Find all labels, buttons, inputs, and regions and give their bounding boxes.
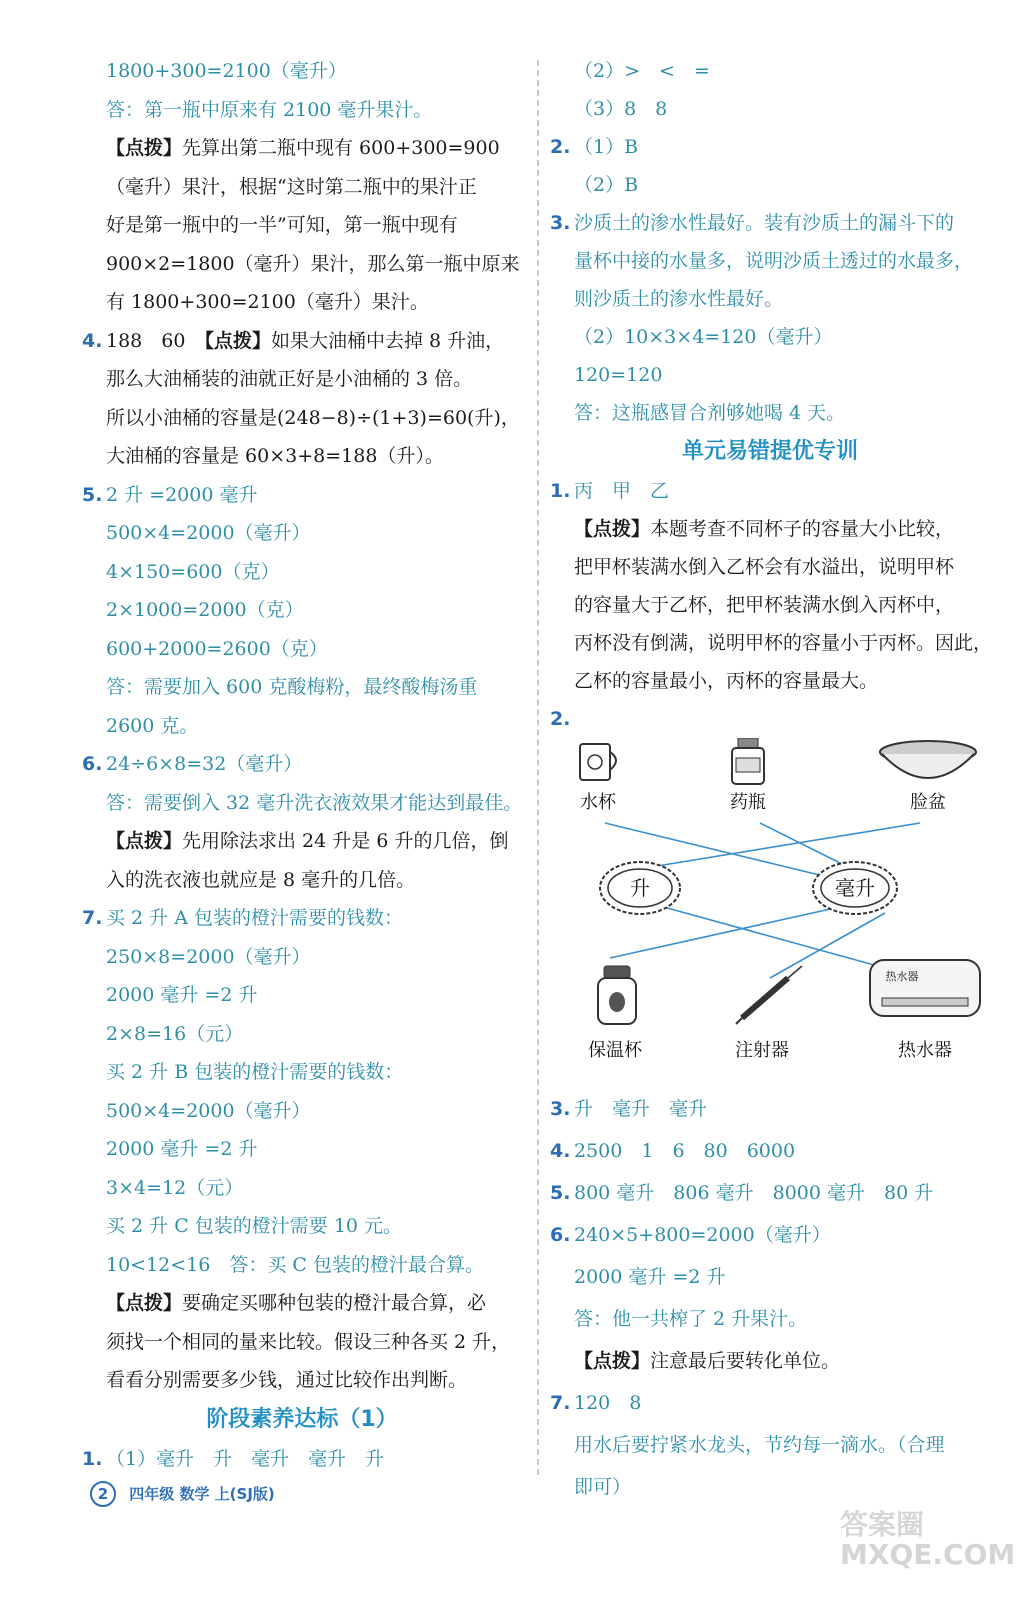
basin-icon xyxy=(880,741,976,778)
unit-liter-oval xyxy=(600,862,680,914)
answer-line xyxy=(82,707,522,746)
hint-label: 【点拨】 xyxy=(574,1350,651,1372)
line-text: （2）B xyxy=(574,174,639,196)
answer-line xyxy=(82,245,522,284)
question-number: 5. xyxy=(82,483,103,506)
syringe-icon xyxy=(736,966,802,1024)
line-text: 如果大油桶中去掉 8 升油， xyxy=(270,329,505,352)
line-text: 188 60 xyxy=(106,329,205,352)
answer-line xyxy=(82,938,522,977)
line-text: 则沙质土的渗水性最好。 xyxy=(574,288,784,310)
answer-line xyxy=(82,514,522,553)
hint-label: 【点拨】 xyxy=(106,1292,183,1314)
question-line xyxy=(550,204,990,242)
line-text: 要确定买哪种包装的橙汁最合算，必 xyxy=(182,1292,487,1314)
answer-line xyxy=(550,166,990,204)
line-text: 答：这瓶感冒合剂够她喝 4 天。 xyxy=(574,402,846,424)
label-water-heater: 热水器 xyxy=(898,1040,952,1061)
answer-line xyxy=(550,548,990,586)
question-number: 3. xyxy=(550,212,571,234)
line-text: 24÷6×8=32（毫升） xyxy=(106,753,303,775)
line-text: 即可） xyxy=(574,1476,632,1498)
answer-line xyxy=(550,1298,990,1340)
line-text: 500×4=2000（毫升） xyxy=(106,522,311,544)
hint-label: 【点拨】 xyxy=(574,518,651,540)
right-column xyxy=(550,52,993,1508)
question-number: 3. xyxy=(550,1098,571,1120)
line-text: 把甲杯装满水倒入乙杯会有水溢出，说明甲杯 xyxy=(574,556,955,578)
line-text: 500×4=2000（毫升） xyxy=(106,1099,311,1122)
question-number: 2. xyxy=(550,136,571,158)
line-heater-l xyxy=(660,906,885,968)
answer-line xyxy=(82,399,522,438)
line-text: 用水后要拧紧水龙头，节约每一滴水。（合理 xyxy=(574,1434,945,1456)
line-text: 2500 1 6 80 6000 xyxy=(574,1140,796,1162)
unit-liter-text: 升 xyxy=(630,876,650,900)
line-text: 2000 毫升 =2 升 xyxy=(574,1266,726,1288)
line-text: 先算出第二瓶中现有 600+300=900 xyxy=(182,137,500,159)
line-text: 买 2 升 C 包装的橙汁需要 10 元。 xyxy=(106,1215,403,1237)
line-text: 本题考查不同杯子的容量大小比较， xyxy=(650,518,955,540)
answer-line xyxy=(82,861,522,900)
line-text: 答：第一瓶中原来有 2100 毫升果汁。 xyxy=(106,98,433,121)
answer-line xyxy=(82,784,522,823)
question-line xyxy=(82,476,522,515)
question-line xyxy=(550,472,990,510)
question-line xyxy=(550,1382,990,1424)
hint-label: 【点拨】 xyxy=(106,830,183,852)
line-text: （2）> < = xyxy=(574,60,710,82)
answer-line xyxy=(550,356,990,394)
answer-line xyxy=(82,1169,522,1208)
line-text: 2000 毫升 =2 升 xyxy=(106,1138,258,1160)
watermark: 答案圈 MXQE.COM xyxy=(840,1508,1016,1571)
answer-line xyxy=(82,91,522,130)
answer-line xyxy=(82,1015,522,1054)
answer-line xyxy=(82,1053,522,1092)
hint-label: 【点拨】 xyxy=(106,137,183,159)
line-text: 看看分别需要多少钱，通过比较作出判断。 xyxy=(106,1369,468,1391)
answer-line xyxy=(82,1130,522,1169)
line-text: 量杯中接的水量多，说明沙质土透过的水最多， xyxy=(574,250,974,272)
line-text: 1800+300=2100（毫升） xyxy=(106,60,347,82)
question-number: 4. xyxy=(550,1140,571,1162)
medicine-bottle-icon xyxy=(732,738,764,784)
answer-line xyxy=(82,1284,522,1323)
answer-line xyxy=(82,553,522,592)
question-number: 4. xyxy=(82,329,103,352)
line-text: （1）B xyxy=(574,136,639,158)
line-syringe-ml xyxy=(770,913,885,978)
book-title: 四年级 数学 上(SJ版) xyxy=(129,1485,275,1503)
question-line xyxy=(550,1088,990,1130)
left-column xyxy=(82,52,522,1478)
line-text: 沙质土的渗水性最好。装有沙质土的漏斗下的 xyxy=(574,212,955,234)
answer-line xyxy=(550,52,990,90)
line-text: 10<12<16 答：买 C 包装的橙汁最合算。 xyxy=(106,1253,484,1276)
line-text: 2600 克。 xyxy=(106,714,199,737)
page-number: 2 xyxy=(90,1481,116,1507)
line-text: 注意最后要转化单位。 xyxy=(650,1350,841,1372)
answer-line xyxy=(82,52,522,91)
question-number: 6. xyxy=(82,753,103,775)
line-text: 2 升 =2000 毫升 xyxy=(106,483,258,506)
answer-line xyxy=(550,90,990,128)
line-text: 好是第一瓶中的一半”可知，第一瓶中现有 xyxy=(106,214,458,236)
line-bottle-ml xyxy=(760,823,850,868)
question-number: 1. xyxy=(550,480,571,502)
line-text: 240×5+800=2000（毫升） xyxy=(574,1224,831,1246)
answer-line xyxy=(82,976,522,1015)
answer-line xyxy=(82,360,522,399)
line-text: 入的洗衣液也就应是 8 毫升的几倍。 xyxy=(106,868,416,891)
unit-ml-text: 毫升 xyxy=(835,876,875,900)
hint-label: 【点拨】 xyxy=(204,329,271,352)
label-syringe: 注射器 xyxy=(735,1040,789,1061)
line-text: 120=120 xyxy=(574,364,663,386)
line-text: 答：他一共榨了 2 升果汁。 xyxy=(574,1308,808,1330)
question-number: 7. xyxy=(82,907,103,929)
question-line xyxy=(550,128,990,166)
question-line xyxy=(550,700,990,738)
line-text: 4×150=600（克） xyxy=(106,560,280,583)
line-text: 250×8=2000（毫升） xyxy=(106,945,311,968)
line-text: 900×2=1800（毫升）果汁，那么第一瓶中原来 xyxy=(106,252,520,275)
line-basin-l xyxy=(645,823,920,868)
answer-line xyxy=(550,586,990,624)
answer-line xyxy=(550,280,990,318)
thermos-icon xyxy=(598,966,636,1024)
unit-matching-diagram xyxy=(550,738,990,1088)
line-text: 800 毫升 806 毫升 8000 毫升 80 升 xyxy=(574,1182,934,1204)
answer-line xyxy=(82,283,522,322)
line-text: （2）10×3×4=120（毫升） xyxy=(574,326,833,348)
answer-line xyxy=(82,668,522,707)
line-text: 3×4=12（元） xyxy=(106,1176,244,1199)
answer-line xyxy=(550,1256,990,1298)
answer-line xyxy=(82,630,522,669)
question-line xyxy=(550,1214,990,1256)
section-heading: 单元易错提优专训 xyxy=(681,439,858,464)
answer-line xyxy=(550,242,990,280)
answer-line xyxy=(82,129,522,168)
line-text: 有 1800+300=2100（毫升）果汁。 xyxy=(106,291,429,313)
line-text: 丙杯没有倒满，说明甲杯的容量小于丙杯。因此， xyxy=(574,632,993,654)
line-text: 须找一个相同的量来比较。假设三种各买 2 升， xyxy=(106,1330,511,1353)
answer-line xyxy=(82,1207,522,1246)
line-text: 2000 毫升 =2 升 xyxy=(106,984,258,1006)
right-bottom-answers xyxy=(550,1088,990,1508)
answer-line xyxy=(550,318,990,356)
question-line xyxy=(82,745,522,784)
answer-line xyxy=(82,1092,522,1131)
answer-line xyxy=(550,394,990,432)
answer-line xyxy=(82,437,522,476)
line-text: 乙杯的容量最小，丙杯的容量最大。 xyxy=(574,670,879,692)
answer-line xyxy=(82,591,522,630)
line-text: 买 2 升 B 包装的橙汁需要的钱数： xyxy=(106,1061,404,1083)
question-number: 7. xyxy=(550,1392,571,1414)
answer-line xyxy=(82,1246,522,1285)
heater-icon-text: 热水器 xyxy=(885,970,919,983)
label-basin: 脸盆 xyxy=(910,792,946,813)
question-number: 2. xyxy=(550,708,571,730)
line-text: （3）8 8 xyxy=(574,98,668,120)
question-line xyxy=(82,899,522,938)
line-text: 2×1000=2000（克） xyxy=(106,599,304,621)
answer-line xyxy=(82,1323,522,1362)
line-text: 答：需要倒入 32 毫升洗衣液效果才能达到最佳。 xyxy=(106,791,523,814)
line-text: 的容量大于乙杯，把甲杯装满水倒入丙杯中， xyxy=(574,594,955,616)
page-footer xyxy=(90,1480,275,1508)
cup-icon xyxy=(580,744,616,780)
label-cup: 水杯 xyxy=(580,792,616,813)
answer-line xyxy=(550,662,990,700)
column-divider xyxy=(537,60,539,1475)
line-text: （1）毫升 升 毫升 毫升 升 xyxy=(106,1447,385,1470)
answer-line xyxy=(82,822,522,861)
matching-svg xyxy=(550,738,990,1088)
question-number: 5. xyxy=(550,1182,571,1204)
line-text: 先用除法求出 24 升是 6 升的几倍，倒 xyxy=(182,830,509,852)
line-text: 买 2 升 A 包装的橙汁需要的钱数： xyxy=(106,907,403,929)
line-text: 所以小油桶的容量是(248−8)÷(1+3)=60(升)， xyxy=(106,406,520,429)
answer-line xyxy=(82,1361,522,1400)
answer-line xyxy=(550,624,993,662)
line-text: 600+2000=2600（克） xyxy=(106,637,328,660)
line-thermos-ml xyxy=(610,908,835,958)
answer-line xyxy=(550,1466,990,1508)
line-text: 大油桶的容量是 60×3+8=188（升）。 xyxy=(106,445,444,467)
answer-line xyxy=(550,510,990,548)
answer-line xyxy=(550,1340,990,1382)
question-number: 6. xyxy=(550,1224,571,1246)
question-line xyxy=(82,1440,522,1479)
question-line xyxy=(550,1172,990,1214)
answer-line xyxy=(82,206,522,245)
section-heading: 阶段素养达标（1） xyxy=(206,1406,398,1432)
right-top-answers xyxy=(550,52,993,738)
line-text: （毫升）果汁，根据“这时第二瓶中的果汁正 xyxy=(106,175,477,198)
line-text: 升 毫升 毫升 xyxy=(574,1098,708,1120)
line-text: 答：需要加入 600 克酸梅粉，最终酸梅汤重 xyxy=(106,676,478,698)
label-medicine-bottle: 药瓶 xyxy=(730,792,766,813)
water-heater-icon xyxy=(870,960,980,1016)
question-line xyxy=(550,1130,990,1172)
label-thermos: 保温杯 xyxy=(588,1040,642,1061)
answer-line xyxy=(550,1424,990,1466)
unit-ml-oval xyxy=(813,862,897,914)
line-text: 120 8 xyxy=(574,1392,642,1414)
line-text: 那么大油桶装的油就正好是小油桶的 3 倍。 xyxy=(106,368,473,390)
line-text: 2×8=16（元） xyxy=(106,1022,244,1045)
answer-line xyxy=(82,168,522,207)
line-text: 丙 甲 乙 xyxy=(574,480,670,502)
question-line xyxy=(82,322,522,361)
question-number: 1. xyxy=(82,1447,103,1470)
